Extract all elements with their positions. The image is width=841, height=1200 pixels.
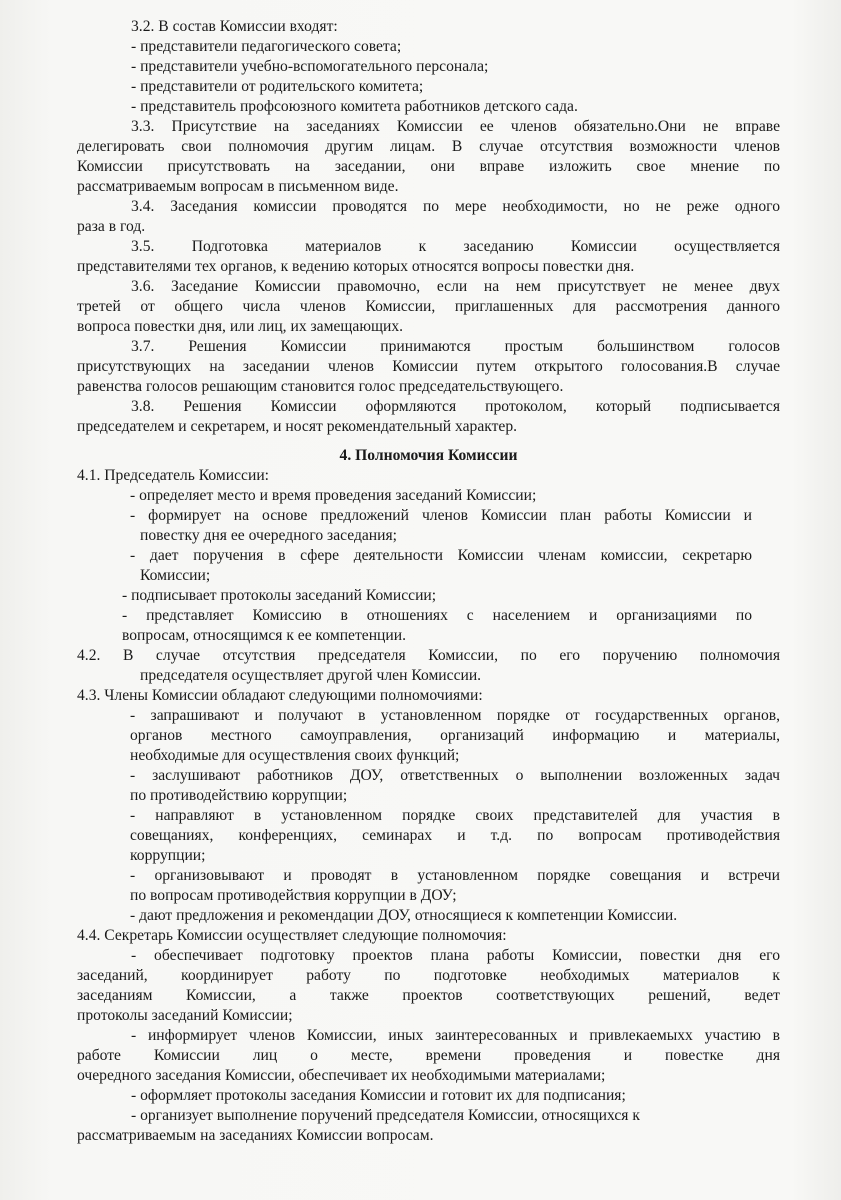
list-item: коррупции; <box>130 847 206 864</box>
list-item: по вопросам противодействия коррупции в ДОУ; <box>130 887 457 904</box>
list-item: - обеспечивает подготовку проектов плана работы Комиссии, повестки дня его <box>131 947 780 964</box>
list-item: - запрашивают и получают в установленном порядке от государственных органов, <box>130 707 780 724</box>
list-item: вопросам, относящимся к ее компетенции. <box>122 627 406 644</box>
text-line: 3.7. Решения Комиссии принимаются простым большинством голосов <box>131 338 780 355</box>
text-line: рассматриваемым на заседаниях Комиссии вопросам. <box>77 1127 434 1144</box>
text-line: 3.4. Заседания комиссии проводятся по мере необходимости, но не реже одного <box>131 198 780 215</box>
list-item: необходимые для осуществления своих функций; <box>130 747 460 764</box>
text-line: представителями тех органов, к ведению которых относятся вопросы повестки дня. <box>77 258 635 275</box>
text-line: равенства голосов решающим становится голос председательствующего. <box>77 378 564 395</box>
text-line: третей от общего числа членов Комиссии, приглашенных для рассмотрения данного <box>77 298 780 315</box>
text-line: рассматриваемым вопросам в письменном виде. <box>77 178 399 195</box>
text-line: 4.4. Секретарь Комиссии осуществляет следующие полномочия: <box>77 927 507 944</box>
list-item: - формирует на основе предложений членов Комиссии план работы Комиссии и <box>130 507 752 524</box>
text-line: 3.2. В состав Комиссии входят: <box>131 18 338 35</box>
section-heading: 4. Полномочия Комиссии <box>339 447 518 464</box>
text-line: протоколы заседаний Комиссии; <box>77 1007 293 1024</box>
list-item: - определяет место и время проведения заседаний Комиссии; <box>130 487 537 504</box>
list-item: - дают предложения и рекомендации ДОУ, относящиеся к компетенции Комиссии. <box>130 907 678 924</box>
text-line: вопроса повестки дня, или лиц, их замещающих. <box>77 318 404 335</box>
list-item: органов местного самоуправления, организаций информацию и материалы, <box>130 727 780 744</box>
list-item: Комиссии; <box>140 567 211 584</box>
text-line: делегировать свои полномочия другим лицам. В случае отсутствия возможности членов <box>77 138 780 155</box>
list-item: повестку дня ее очередного заседания; <box>140 527 398 544</box>
list-item: - представители педагогического совета; <box>131 38 402 55</box>
text-line: 3.6. Заседание Комиссии правомочно, если на нем присутствует не менее двух <box>131 278 780 295</box>
text-line: присутствующих на заседании членов Комиссии путем открытого голосования.В случае <box>77 358 780 375</box>
text-line: 4.1. Председатель Комиссии: <box>77 467 270 484</box>
list-item: - организует выполнение поручений председателя Комиссии, относящихся к <box>131 1107 640 1124</box>
text-line: заседаний, координирует работу по подготовке необходимых материалов к <box>77 967 780 984</box>
list-item: - представитель профсоюзного комитета работников детского сада. <box>131 98 578 115</box>
text-line: Комиссии присутствовать на заседании, они вправе изложить свое мнение по <box>77 158 780 175</box>
list-item: - направляют в установленном порядке своих представителей для участия в <box>130 807 780 824</box>
text-line: 4.2. В случае отсутствия председателя Комиссии, по его поручению полномочия <box>77 647 780 664</box>
list-item: по противодействию коррупции; <box>130 787 348 804</box>
list-item: - дает поручения в сфере деятельности Комиссии членам комиссии, секретарю <box>130 547 752 564</box>
text-line: раза в год. <box>77 218 146 235</box>
list-item: - представители учебно-вспомогательного персонала; <box>131 58 489 75</box>
text-line: председателем и секретарем, и носят рекомендательный характер. <box>77 418 518 435</box>
text-line: 3.8. Решения Комиссии оформляются протоколом, который подписывается <box>131 398 780 415</box>
list-item: - оформляет протоколы заседания Комиссии и готовит их для подписания; <box>131 1087 626 1104</box>
list-item: - заслушивают работников ДОУ, ответственных о выполнении возложенных задач <box>130 767 780 784</box>
text-line: 3.3. Присутствие на заседаниях Комиссии ее членов обязательно.Они не вправе <box>131 118 780 135</box>
list-item: - организовывают и проводят в установленном порядке совещания и встречи <box>130 867 780 884</box>
list-item: - представляет Комиссию в отношениях с населением и организациями по <box>122 607 752 624</box>
list-item: - подписывает протоколы заседаний Комиссии; <box>122 587 437 604</box>
text-line: 4.3. Члены Комиссии обладают следующими полномочиями: <box>77 687 483 704</box>
list-item: - информирует членов Комиссии, иных заинтересованных и привлекаемыхх участию в <box>131 1027 780 1044</box>
list-item: совещаниях, конференциях, семинарах и т.д. по вопросам противодействия <box>130 827 780 844</box>
text-line: работе Комиссии лиц о месте, времени проведения и повестке дня <box>77 1047 780 1064</box>
text-line: заседаниям Комиссии, а также проектов соответствующих решений, ведет <box>77 987 780 1004</box>
text-line: председателя осуществляет другой член Комиссии. <box>140 667 482 684</box>
list-item: - представители от родительского комитета; <box>131 78 424 95</box>
text-line: очередного заседания Комиссии, обеспечивает их необходимыми материалами; <box>77 1067 606 1084</box>
text-line: 3.5. Подготовка материалов к заседанию Комиссии осуществляется <box>131 238 780 255</box>
